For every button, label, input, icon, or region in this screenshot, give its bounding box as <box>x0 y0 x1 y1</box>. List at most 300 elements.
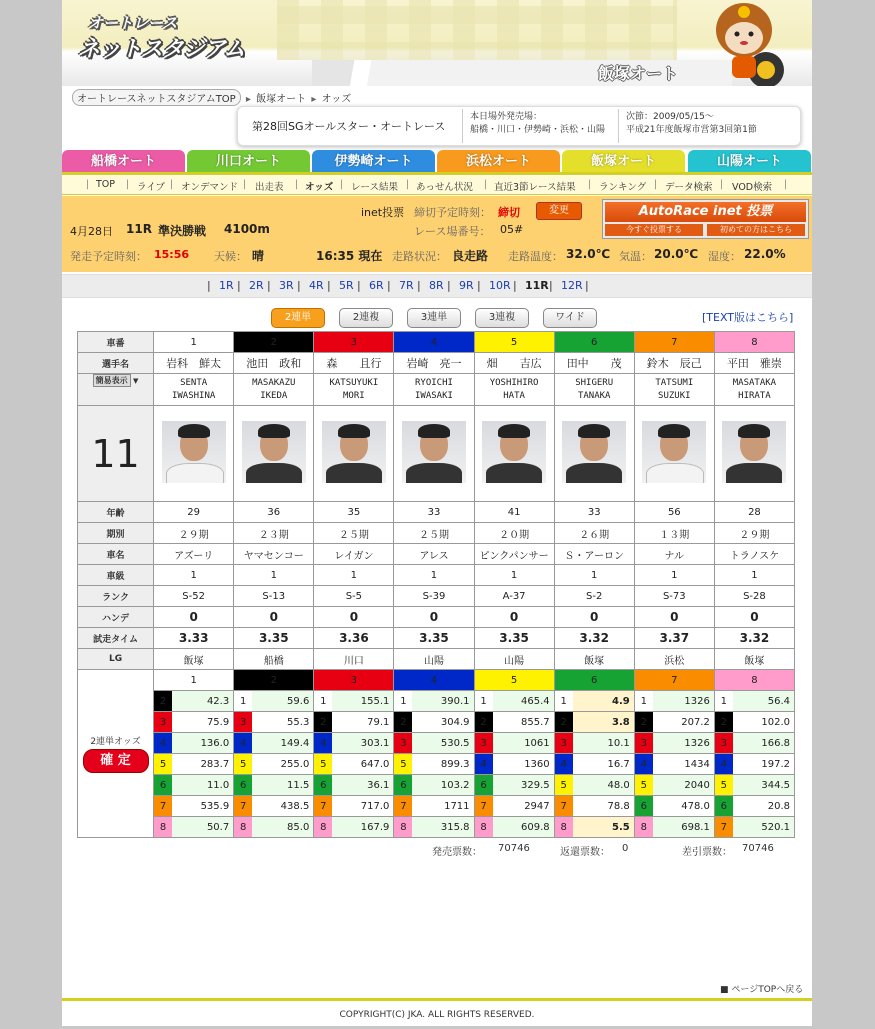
odds-cell[interactable] <box>154 817 234 838</box>
odds-cell[interactable] <box>554 691 634 712</box>
odds-value: 11.0 <box>172 775 233 795</box>
rider-bike: レイガン <box>314 544 394 565</box>
rider-class: 1 <box>714 565 794 586</box>
odds-value: 1326 <box>653 733 714 753</box>
odds-cell[interactable] <box>714 712 794 733</box>
site-header <box>62 0 812 86</box>
rider-trial: 3.32 <box>714 628 794 649</box>
odds-value: 698.1 <box>653 817 714 837</box>
odds-value: 75.9 <box>172 712 233 732</box>
inet-label: inet投票 <box>361 206 405 219</box>
odds-cell[interactable] <box>474 733 554 754</box>
rider-term: ２５期 <box>314 523 394 544</box>
arrow-up-icon: ■ <box>720 985 732 995</box>
rider-term: ２６期 <box>554 523 634 544</box>
rider-photo <box>154 406 234 502</box>
rider-handicap: 0 <box>634 607 714 628</box>
race-tab-6r[interactable]: 6R <box>369 279 384 292</box>
odds-value: 255.0 <box>252 754 313 774</box>
venue-title: 飯塚オート <box>598 64 679 83</box>
odds-value: 899.3 <box>412 754 473 774</box>
odds-cell[interactable] <box>554 733 634 754</box>
race-tab-9r[interactable]: 9R <box>459 279 474 292</box>
odds-cell[interactable] <box>154 691 234 712</box>
rider-age: 41 <box>474 502 554 523</box>
venue-tab-kawaguchi[interactable]: 川口オート <box>187 150 310 174</box>
odds-second-car: 5 <box>394 754 412 774</box>
odds-cell[interactable] <box>154 754 234 775</box>
subnav-top[interactable]: TOP <box>96 179 116 190</box>
rider-photo-image <box>242 421 306 483</box>
rider-photo-image <box>162 421 226 483</box>
rider-bike: トラノスケ <box>714 544 794 565</box>
odds-second-car: 6 <box>394 775 412 795</box>
odds-value: 20.8 <box>733 796 794 816</box>
odds-second-car: 6 <box>314 775 332 795</box>
rider-lg: 船橋 <box>234 649 314 670</box>
rider-handicap: 0 <box>234 607 314 628</box>
rider-class: 1 <box>634 565 714 586</box>
change-button[interactable]: 変更 <box>536 202 582 220</box>
odds-value: 535.9 <box>172 796 233 816</box>
rider-bike: アレス <box>394 544 474 565</box>
breadcrumb-venue-link[interactable]: 飯塚オート <box>256 94 307 105</box>
odds-second-car: 8 <box>314 817 332 837</box>
odds-second-car: 6 <box>715 796 733 816</box>
mascot-icon <box>710 0 810 86</box>
odds-second-car: 3 <box>394 733 412 753</box>
rider-bike: ヤマセンコー <box>234 544 314 565</box>
first-time-link[interactable]: 初めての方はこちら <box>707 224 805 236</box>
rider-term: ２３期 <box>234 523 314 544</box>
rider-age: 28 <box>714 502 794 523</box>
rider-romaji: MASATAKA HIRATA <box>714 374 794 406</box>
rider-class: 1 <box>394 565 474 586</box>
odds-cell[interactable] <box>394 817 474 838</box>
odds-first-car: 5 <box>474 670 554 691</box>
odds-cell[interactable] <box>714 796 794 817</box>
track-temperature: 32.0℃ <box>566 247 611 261</box>
rider-bike: ピンクパンサー <box>474 544 554 565</box>
rider-age: 29 <box>154 502 234 523</box>
label-bike: 車名 <box>78 544 154 565</box>
label-handicap: ハンデ <box>78 607 154 628</box>
odds-value: 329.5 <box>493 775 554 795</box>
race-tab-2r[interactable]: 2R <box>249 279 264 292</box>
race-tab-11r[interactable]: 11R <box>525 279 549 292</box>
odds-value: 16.7 <box>573 754 634 774</box>
bet-type-wide[interactable]: ワイド <box>543 308 597 328</box>
weather: 晴 <box>252 249 265 263</box>
odds-cell[interactable] <box>394 796 474 817</box>
label-odds: 2連単オッズ <box>90 737 141 747</box>
odds-second-car: 5 <box>715 775 733 795</box>
odds-second-car: 3 <box>475 733 493 753</box>
odds-second-car: 3 <box>635 733 653 753</box>
breadcrumb: オートレースネットスタジアムTOP ▸ 飯塚オート ▸ オッズ <box>72 89 351 106</box>
odds-second-car: 2 <box>394 712 412 732</box>
subnav-entries[interactable]: 出走表 <box>255 182 284 193</box>
odds-value: 304.9 <box>412 712 473 732</box>
race-tab-1r[interactable]: 1R <box>219 279 234 292</box>
label-age: 年齢 <box>78 502 154 523</box>
rider-photo-image <box>562 421 626 483</box>
odds-cell[interactable] <box>394 733 474 754</box>
rider-name: 田中 茂 <box>554 353 634 374</box>
odds-value: 390.1 <box>412 691 473 711</box>
odds-second-car: 4 <box>635 754 653 774</box>
rider-handicap: 0 <box>314 607 394 628</box>
rider-handicap: 0 <box>394 607 474 628</box>
bet-type-trifecta[interactable]: 3連単 <box>407 308 461 328</box>
odds-cell[interactable] <box>314 796 394 817</box>
venue-tab-isesaki[interactable]: 伊勢崎オート <box>312 150 435 174</box>
odds-cell[interactable] <box>314 775 394 796</box>
bet-type-exacta[interactable]: 2連単 <box>271 308 325 328</box>
rider-term: ２０期 <box>474 523 554 544</box>
rider-age: 33 <box>394 502 474 523</box>
odds-cell[interactable] <box>154 796 234 817</box>
odds-first-car: 3 <box>314 670 394 691</box>
odds-value: 11.5 <box>252 775 313 795</box>
text-version-link[interactable]: [TEXT版はこちら] <box>702 311 794 324</box>
odds-value: 530.5 <box>412 733 473 753</box>
odds-second-car: 5 <box>154 754 172 774</box>
odds-cell[interactable] <box>554 817 634 838</box>
odds-value: 102.0 <box>733 712 794 732</box>
car-number: 4 <box>394 332 474 353</box>
rider-lg: 川口 <box>314 649 394 670</box>
odds-second-car: 4 <box>154 733 172 753</box>
odds-value: 149.4 <box>252 733 313 753</box>
rider-rank: S-28 <box>714 586 794 607</box>
odds-cell[interactable] <box>234 712 314 733</box>
air-temperature: 20.0℃ <box>654 247 699 261</box>
rider-term: ２９期 <box>714 523 794 544</box>
odds-cell[interactable] <box>394 754 474 775</box>
rider-photo-image <box>402 421 466 483</box>
odds-value: 42.3 <box>172 691 233 711</box>
odds-cell[interactable] <box>234 817 314 838</box>
subnav-odds[interactable]: オッズ <box>305 182 334 193</box>
odds-first-car: 7 <box>634 670 714 691</box>
rider-name: 岩崎 亮一 <box>394 353 474 374</box>
odds-second-car: 7 <box>715 817 733 837</box>
odds-cell[interactable] <box>634 691 714 712</box>
odds-cell[interactable] <box>474 817 554 838</box>
odds-value: 55.3 <box>252 712 313 732</box>
odds-cell[interactable] <box>714 691 794 712</box>
odds-second-car: 7 <box>555 796 573 816</box>
rider-bike: Ｓ・アーロン <box>554 544 634 565</box>
rider-trial: 3.35 <box>394 628 474 649</box>
odds-second-car: 6 <box>234 775 252 795</box>
race-tab-10r[interactable]: 10R <box>489 279 511 292</box>
odds-cell[interactable] <box>234 691 314 712</box>
event-info-box <box>237 106 801 146</box>
odds-cell[interactable] <box>554 754 634 775</box>
simple-view-select[interactable]: 簡易表示 ▼ <box>78 374 154 406</box>
odds-first-car: 6 <box>554 670 634 691</box>
subnav-results[interactable]: レース結果 <box>351 182 399 193</box>
rider-lg: 山陽 <box>474 649 554 670</box>
rider-rank: S-39 <box>394 586 474 607</box>
odds-cell[interactable] <box>474 712 554 733</box>
odds-cell[interactable] <box>394 712 474 733</box>
odds-value: 50.7 <box>172 817 233 837</box>
deadline-value: 締切 <box>498 206 520 219</box>
rider-photo <box>554 406 634 502</box>
odds-value: 79.1 <box>332 712 393 732</box>
rider-romaji: MASAKAZU IKEDA <box>234 374 314 406</box>
odds-cell[interactable] <box>394 775 474 796</box>
footer <box>62 998 812 1029</box>
odds-second-car: 4 <box>475 754 493 774</box>
odds-second-car: 4 <box>234 733 252 753</box>
track-condition: 良走路 <box>452 249 489 263</box>
odds-second-car: 3 <box>715 733 733 753</box>
odds-cell[interactable] <box>554 712 634 733</box>
odds-cell[interactable] <box>394 691 474 712</box>
race-tab-5r[interactable]: 5R <box>339 279 354 292</box>
race-distance: 4100m <box>224 222 270 236</box>
race-date: 4月28日 <box>70 225 113 238</box>
odds-cell[interactable] <box>154 712 234 733</box>
label-trial: 試走タイム <box>78 628 154 649</box>
rider-lg: 飯塚 <box>554 649 634 670</box>
odds-second-car: 2 <box>635 712 653 732</box>
bet-type-trio[interactable]: 3連複 <box>475 308 529 328</box>
odds-value: 136.0 <box>172 733 233 753</box>
odds-value: 85.0 <box>252 817 313 837</box>
rider-name: 森 且行 <box>314 353 394 374</box>
race-number-tabs: | 1R | 2R | 3R | 4R | 5R | 6R | 7R | 8R | 9R | 10R | 11R | 12R | <box>62 274 812 298</box>
odds-cell[interactable] <box>234 775 314 796</box>
odds-value: 166.8 <box>733 733 794 753</box>
rider-photo <box>234 406 314 502</box>
odds-cell[interactable] <box>634 712 714 733</box>
odds-cell[interactable] <box>714 817 794 838</box>
vote-now-link[interactable]: 今すぐ投票する <box>605 224 703 236</box>
odds-cell[interactable] <box>314 691 394 712</box>
odds-second-car: 5 <box>314 754 332 774</box>
odds-cell[interactable] <box>314 754 394 775</box>
odds-value: 4.9 <box>573 691 634 711</box>
breadcrumb-current: オッズ <box>321 94 352 105</box>
sold-count: 70746 <box>498 843 530 854</box>
external-sales-info: 本日場外発売場： 船橋・川口・伊勢崎・浜松・山陽 <box>470 112 606 135</box>
current-time: 16:35 現在 <box>316 249 383 263</box>
odds-cell[interactable] <box>314 817 394 838</box>
odds-value: 10.1 <box>573 733 634 753</box>
odds-second-car: 6 <box>154 775 172 795</box>
checkered-flag-graphic <box>277 0 677 60</box>
odds-cell[interactable] <box>314 712 394 733</box>
label-term: 期別 <box>78 523 154 544</box>
page-top-link[interactable]: ■ ページTOPへ戻る <box>720 985 804 995</box>
race-tab-8r[interactable]: 8R <box>429 279 444 292</box>
odds-cell[interactable] <box>714 733 794 754</box>
odds-second-car: 1 <box>715 691 733 711</box>
inet-vote-banner[interactable]: AutoRace inet 投票 今すぐ投票する 初めての方はこちら <box>602 199 809 239</box>
rider-rank: S-52 <box>154 586 234 607</box>
odds-value: 78.8 <box>573 796 634 816</box>
breadcrumb-home-link[interactable]: オートレースネットスタジアムTOP <box>72 89 241 106</box>
odds-cell[interactable] <box>634 754 714 775</box>
odds-cell[interactable] <box>234 754 314 775</box>
rider-class: 1 <box>314 565 394 586</box>
odds-second-car: 3 <box>555 733 573 753</box>
odds-second-car: 8 <box>154 817 172 837</box>
rider-romaji: YOSHIHIRO HATA <box>474 374 554 406</box>
car-number: 7 <box>634 332 714 353</box>
rider-handicap: 0 <box>474 607 554 628</box>
odds-cell[interactable] <box>634 817 714 838</box>
rider-rank: S-5 <box>314 586 394 607</box>
rider-trial: 3.33 <box>154 628 234 649</box>
odds-cell[interactable] <box>474 775 554 796</box>
odds-cell[interactable] <box>634 796 714 817</box>
odds-second-car: 4 <box>715 754 733 774</box>
bet-type-quinella[interactable]: 2連複 <box>339 308 393 328</box>
odds-second-car: 7 <box>314 796 332 816</box>
odds-label-cell <box>78 670 154 838</box>
odds-cell[interactable] <box>234 733 314 754</box>
car-number: 2 <box>234 332 314 353</box>
odds-cell[interactable] <box>554 796 634 817</box>
event-race-name: 第28回SGオールスター・オートレース <box>252 120 446 133</box>
odds-value: 197.2 <box>733 754 794 774</box>
odds-value: 647.0 <box>332 754 393 774</box>
odds-cell[interactable] <box>474 691 554 712</box>
odds-second-car: 8 <box>475 817 493 837</box>
rider-term: ２５期 <box>394 523 474 544</box>
rider-photo-image <box>322 421 386 483</box>
odds-value: 315.8 <box>412 817 473 837</box>
race-number-large: 11 <box>78 406 154 502</box>
subnav-assignment[interactable]: あっせん状況 <box>416 182 473 193</box>
subnav-ranking[interactable]: ランキング <box>599 182 647 193</box>
odds-first-car: 1 <box>154 670 234 691</box>
odds-second-car: 3 <box>234 712 252 732</box>
odds-second-car: 3 <box>154 712 172 732</box>
rider-trial: 3.36 <box>314 628 394 649</box>
label-car-no: 車番 <box>78 332 154 353</box>
odds-cell[interactable] <box>634 775 714 796</box>
venue-tab-funabashi[interactable]: 船橋オート <box>62 150 185 174</box>
rider-lg: 浜松 <box>634 649 714 670</box>
rider-photo <box>314 406 394 502</box>
odds-value: 465.4 <box>493 691 554 711</box>
rider-romaji: SHIGERU TANAKA <box>554 374 634 406</box>
odds-second-car: 2 <box>475 712 493 732</box>
race-tab-12r[interactable]: 12R <box>561 279 583 292</box>
venue-no: 05# <box>500 223 524 236</box>
subnav-live[interactable]: ライブ <box>137 182 165 193</box>
rider-rank: S-73 <box>634 586 714 607</box>
rider-handicap: 0 <box>154 607 234 628</box>
rider-class: 1 <box>234 565 314 586</box>
rider-trial: 3.35 <box>474 628 554 649</box>
odds-value: 717.0 <box>332 796 393 816</box>
rider-romaji: TATSUMI SUZUKI <box>634 374 714 406</box>
odds-cell[interactable] <box>154 775 234 796</box>
odds-second-car: 7 <box>394 796 412 816</box>
odds-cell[interactable] <box>314 733 394 754</box>
site-logo[interactable]: オートレース ネットスタジアム <box>78 14 245 62</box>
rider-rank: S-13 <box>234 586 314 607</box>
next-event-info: 次節：2009/05/15～ 平成21年度飯塚市営第3回第1節 <box>626 112 757 135</box>
race-tab-7r[interactable]: 7R <box>399 279 414 292</box>
odds-second-car: 1 <box>475 691 493 711</box>
odds-cell[interactable] <box>714 775 794 796</box>
odds-cell[interactable] <box>474 796 554 817</box>
race-number: 11R <box>126 222 152 236</box>
humidity: 22.0% <box>744 247 786 261</box>
odds-cell[interactable] <box>554 775 634 796</box>
confirmed-badge: 確 定 <box>83 749 149 773</box>
rider-bike: アズーリ <box>154 544 234 565</box>
rider-photo-image <box>482 421 546 483</box>
odds-table <box>77 331 795 838</box>
odds-second-car: 8 <box>234 817 252 837</box>
venue-tab-hamamatsu[interactable]: 浜松オート <box>437 150 560 174</box>
rider-photo <box>394 406 474 502</box>
odds-cell[interactable] <box>634 733 714 754</box>
label-lg: LG <box>78 649 154 670</box>
venue-tab-iizuka[interactable]: 飯塚オート <box>562 150 685 174</box>
car-number: 6 <box>554 332 634 353</box>
odds-cell[interactable] <box>714 754 794 775</box>
copyright: COPYRIGHT(C) JKA. ALL RIGHTS RESERVED. <box>339 1010 535 1020</box>
odds-second-car: 1 <box>394 691 412 711</box>
odds-first-car: 8 <box>714 670 794 691</box>
odds-cell[interactable] <box>474 754 554 775</box>
odds-second-car: 8 <box>555 817 573 837</box>
rider-handicap: 0 <box>554 607 634 628</box>
start-time: 15:56 <box>154 248 190 261</box>
odds-second-car: 5 <box>635 775 653 795</box>
net-count: 70746 <box>742 843 774 854</box>
subnav-ondemand[interactable]: オンデマンド <box>181 182 239 193</box>
odds-first-car: 4 <box>394 670 474 691</box>
subnav-recent-results[interactable]: 直近3節レース結果 <box>494 182 576 193</box>
odds-value: 59.6 <box>252 691 313 711</box>
odds-second-car: 5 <box>555 775 573 795</box>
label-rider: 選手名 <box>78 353 154 374</box>
car-number: 8 <box>714 332 794 353</box>
odds-value: 56.4 <box>733 691 794 711</box>
venue-tab-sanyo[interactable]: 山陽オート <box>688 150 811 174</box>
race-info-panel: inet投票 締切予定時刻： 締切 変更 4月28日 11R 準決勝戦 4100m レース場番号： 05# 発走予定時刻： 15:56 天候： 晴 16:35 現在 走路状況： 良走路 走路温度： 32.0℃ 気温： 20.0℃ 湿度： 22.0% AutoRace inet 投票 今すぐ投票する 初めての方はこちら <box>62 196 812 272</box>
rider-name: 平田 雅崇 <box>714 353 794 374</box>
odds-cell[interactable] <box>154 733 234 754</box>
odds-value: 3.8 <box>573 712 634 732</box>
race-tab-4r[interactable]: 4R <box>309 279 324 292</box>
label-class: 車級 <box>78 565 154 586</box>
rider-age: 36 <box>234 502 314 523</box>
rider-name: 池田 政和 <box>234 353 314 374</box>
odds-cell[interactable] <box>234 796 314 817</box>
deadline-label: 締切予定時刻： <box>414 206 491 219</box>
odds-value: 303.1 <box>332 733 393 753</box>
odds-first-car: 2 <box>234 670 314 691</box>
race-tab-3r[interactable]: 3R <box>279 279 294 292</box>
subnav-vod-search[interactable]: VOD検索 <box>732 182 773 193</box>
subnav-data-search[interactable]: データ検索 <box>665 182 713 193</box>
rider-photo-image <box>722 421 786 483</box>
rider-lg: 飯塚 <box>714 649 794 670</box>
